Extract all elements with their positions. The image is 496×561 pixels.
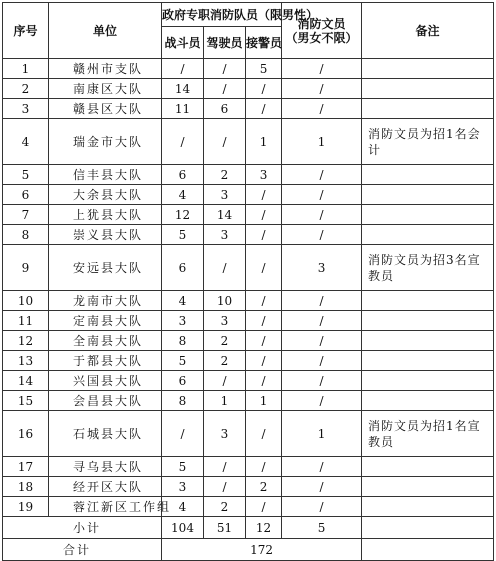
header-seq: 序号 xyxy=(3,3,49,59)
recruitment-table xyxy=(2,2,494,561)
row-fighter: / xyxy=(162,59,204,79)
row-fighter: 3 xyxy=(162,311,204,331)
row-remark xyxy=(362,99,494,119)
row-driver: 2 xyxy=(204,497,246,517)
row-fighter: 6 xyxy=(162,165,204,185)
row-seq: 11 xyxy=(3,311,49,331)
subtotal-civilian: 5 xyxy=(282,517,362,539)
row-remark xyxy=(362,497,494,517)
row-dispatcher: / xyxy=(246,79,282,99)
row-unit: 定南县大队 xyxy=(49,311,162,331)
row-seq: 5 xyxy=(3,165,49,185)
table-row xyxy=(3,477,494,497)
table-row xyxy=(3,291,494,311)
row-civilian: 3 xyxy=(282,245,362,291)
row-dispatcher: / xyxy=(246,185,282,205)
row-dispatcher: / xyxy=(246,245,282,291)
header-driver: 驾驶员 xyxy=(204,27,246,59)
row-unit: 赣州市支队 xyxy=(49,59,162,79)
row-unit: 瑞金市大队 xyxy=(49,119,162,165)
row-unit: 全南县大队 xyxy=(49,331,162,351)
row-driver: / xyxy=(204,457,246,477)
row-civilian: / xyxy=(282,185,362,205)
row-remark xyxy=(362,457,494,477)
row-driver: 2 xyxy=(204,165,246,185)
table-row xyxy=(3,411,494,457)
table-row xyxy=(3,205,494,225)
row-driver: 3 xyxy=(204,411,246,457)
header-civilian-line1: 消防文员 xyxy=(297,16,346,31)
row-driver: 14 xyxy=(204,205,246,225)
total-remark xyxy=(362,539,494,561)
row-unit: 大余县大队 xyxy=(49,185,162,205)
row-driver: / xyxy=(204,371,246,391)
row-seq: 6 xyxy=(3,185,49,205)
row-civilian: / xyxy=(282,225,362,245)
row-dispatcher: / xyxy=(246,411,282,457)
row-fighter: 4 xyxy=(162,497,204,517)
row-unit: 信丰县大队 xyxy=(49,165,162,185)
header-fighter: 战斗员 xyxy=(162,27,204,59)
row-civilian: 1 xyxy=(282,411,362,457)
row-civilian: / xyxy=(282,99,362,119)
row-remark xyxy=(362,371,494,391)
row-driver: / xyxy=(204,119,246,165)
subtotal-driver: 51 xyxy=(204,517,246,539)
row-remark xyxy=(362,59,494,79)
header-unit: 单位 xyxy=(49,3,162,59)
subtotal-label: 小计 xyxy=(3,517,162,539)
row-unit: 龙南市大队 xyxy=(49,291,162,311)
row-unit: 寻乌县大队 xyxy=(49,457,162,477)
row-fighter: 4 xyxy=(162,291,204,311)
table-row xyxy=(3,331,494,351)
row-civilian: / xyxy=(282,291,362,311)
row-fighter: 8 xyxy=(162,331,204,351)
row-fighter: 6 xyxy=(162,245,204,291)
row-remark xyxy=(362,225,494,245)
row-driver: 3 xyxy=(204,185,246,205)
row-seq: 4 xyxy=(3,119,49,165)
table-row xyxy=(3,311,494,331)
row-unit: 会昌县大队 xyxy=(49,391,162,411)
row-civilian: / xyxy=(282,165,362,185)
row-dispatcher: / xyxy=(246,457,282,477)
row-driver: / xyxy=(204,79,246,99)
row-civilian: / xyxy=(282,59,362,79)
row-civilian: 1 xyxy=(282,119,362,165)
row-dispatcher: 1 xyxy=(246,391,282,411)
row-dispatcher: 5 xyxy=(246,59,282,79)
total-label: 合计 xyxy=(3,539,162,561)
row-seq: 1 xyxy=(3,59,49,79)
row-driver: 2 xyxy=(204,331,246,351)
row-unit: 上犹县大队 xyxy=(49,205,162,225)
row-remark: 消防文员为招1名宣教员 xyxy=(362,411,494,457)
table-row xyxy=(3,99,494,119)
row-fighter: 8 xyxy=(162,391,204,411)
row-seq: 8 xyxy=(3,225,49,245)
table-row xyxy=(3,497,494,517)
row-driver: / xyxy=(204,245,246,291)
row-seq: 9 xyxy=(3,245,49,291)
row-civilian: / xyxy=(282,477,362,497)
table-row xyxy=(3,59,494,79)
row-unit: 南康区大队 xyxy=(49,79,162,99)
table-row xyxy=(3,225,494,245)
table-row xyxy=(3,391,494,411)
row-seq: 13 xyxy=(3,351,49,371)
table-row xyxy=(3,245,494,291)
row-fighter: 4 xyxy=(162,185,204,205)
row-remark xyxy=(362,291,494,311)
row-civilian: / xyxy=(282,351,362,371)
table-row xyxy=(3,185,494,205)
row-seq: 2 xyxy=(3,79,49,99)
row-seq: 17 xyxy=(3,457,49,477)
table-row xyxy=(3,119,494,165)
row-unit: 蓉江新区工作组 xyxy=(49,497,162,517)
subtotal-fighter: 104 xyxy=(162,517,204,539)
header-remark: 备注 xyxy=(362,3,494,59)
row-unit: 于都县大队 xyxy=(49,351,162,371)
table-row xyxy=(3,351,494,371)
row-fighter: 5 xyxy=(162,225,204,245)
row-seq: 15 xyxy=(3,391,49,411)
row-seq: 12 xyxy=(3,331,49,351)
row-driver: 1 xyxy=(204,391,246,411)
row-fighter: / xyxy=(162,411,204,457)
row-seq: 7 xyxy=(3,205,49,225)
row-unit: 赣县区大队 xyxy=(49,99,162,119)
row-driver: 3 xyxy=(204,311,246,331)
row-driver: 10 xyxy=(204,291,246,311)
row-civilian: / xyxy=(282,331,362,351)
subtotal-remark xyxy=(362,517,494,539)
row-remark xyxy=(362,477,494,497)
row-seq: 19 xyxy=(3,497,49,517)
row-dispatcher: 2 xyxy=(246,477,282,497)
row-fighter: 5 xyxy=(162,351,204,371)
row-fighter: 6 xyxy=(162,371,204,391)
row-civilian: / xyxy=(282,457,362,477)
row-remark xyxy=(362,331,494,351)
row-unit: 安远县大队 xyxy=(49,245,162,291)
header-civilian-line2: （男女不限） xyxy=(285,30,358,45)
row-remark xyxy=(362,391,494,411)
table-row xyxy=(3,79,494,99)
row-driver: / xyxy=(204,477,246,497)
subtotal-dispatcher: 12 xyxy=(246,517,282,539)
table-row xyxy=(3,371,494,391)
row-seq: 10 xyxy=(3,291,49,311)
row-remark xyxy=(362,351,494,371)
row-remark xyxy=(362,79,494,99)
row-dispatcher: / xyxy=(246,205,282,225)
row-remark xyxy=(362,185,494,205)
row-fighter: 12 xyxy=(162,205,204,225)
row-remark xyxy=(362,205,494,225)
row-fighter: 5 xyxy=(162,457,204,477)
row-unit: 石城县大队 xyxy=(49,411,162,457)
row-dispatcher: / xyxy=(246,497,282,517)
row-seq: 18 xyxy=(3,477,49,497)
row-fighter: / xyxy=(162,119,204,165)
row-dispatcher: 1 xyxy=(246,119,282,165)
row-dispatcher: / xyxy=(246,331,282,351)
row-seq: 14 xyxy=(3,371,49,391)
row-dispatcher: / xyxy=(246,291,282,311)
row-remark xyxy=(362,165,494,185)
header-gov-group: 政府专职消防队员（限男性） xyxy=(162,3,282,27)
row-remark: 消防文员为招3名宣教员 xyxy=(362,245,494,291)
row-remark: 消防文员为招1名会计 xyxy=(362,119,494,165)
row-remark xyxy=(362,311,494,331)
row-unit: 经开区大队 xyxy=(49,477,162,497)
row-driver: 3 xyxy=(204,225,246,245)
table-row xyxy=(3,457,494,477)
row-driver: 2 xyxy=(204,351,246,371)
row-dispatcher: / xyxy=(246,311,282,331)
row-driver: 6 xyxy=(204,99,246,119)
row-seq: 16 xyxy=(3,411,49,457)
total-value: 172 xyxy=(162,539,362,561)
row-unit: 崇义县大队 xyxy=(49,225,162,245)
row-civilian: / xyxy=(282,391,362,411)
row-fighter: 11 xyxy=(162,99,204,119)
row-civilian: / xyxy=(282,497,362,517)
row-civilian: / xyxy=(282,311,362,331)
row-dispatcher: / xyxy=(246,351,282,371)
row-fighter: 3 xyxy=(162,477,204,497)
row-dispatcher: / xyxy=(246,371,282,391)
table-row xyxy=(3,165,494,185)
row-civilian: / xyxy=(282,205,362,225)
header-dispatcher: 接警员 xyxy=(246,27,282,59)
subtotal-row xyxy=(3,517,494,539)
total-row xyxy=(3,539,494,561)
row-civilian: / xyxy=(282,79,362,99)
row-driver: / xyxy=(204,59,246,79)
row-unit: 兴国县大队 xyxy=(49,371,162,391)
row-fighter: 14 xyxy=(162,79,204,99)
row-dispatcher: 3 xyxy=(246,165,282,185)
header-row-1 xyxy=(3,3,494,27)
row-seq: 3 xyxy=(3,99,49,119)
row-dispatcher: / xyxy=(246,99,282,119)
row-dispatcher: / xyxy=(246,225,282,245)
row-civilian: / xyxy=(282,371,362,391)
